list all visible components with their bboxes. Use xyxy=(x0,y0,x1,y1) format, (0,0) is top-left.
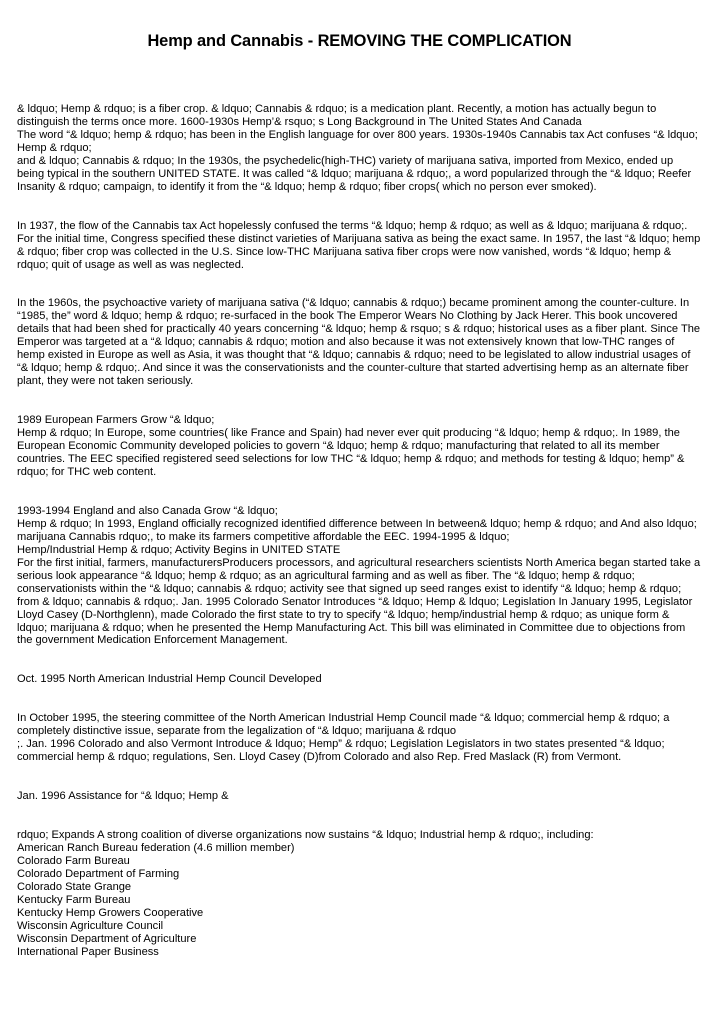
paragraph-1937: In 1937, the flow of the Cannabis tax Act hopelessly confused the terms “& ldquo; hemp & rdquo; as well as & ldquo; marijuana & rdquo;. For the initial time, Congress specified these distinct varieties of Marijuana sativa as being the exact same. In 1957, the last “& ldquo; hemp & rdquo; fiber crop was collected in the U.S. Since low-THC Marijuana sativa fiber crops were now vanished, words “& ldquo; hemp & rdquo; quit of usage as well as was neglected. xyxy=(17,219,701,271)
paragraph-supporters-list: rdquo; Expands A strong coalition of diverse organizations now sustains “& ldquo; Industrial hemp & rdquo;, including: American Ranch Bureau federation (4.6 million member) Colorado Farm Bureau Colorado Department of Farming Colorado State Grange Kentucky Farm Bureau Kentucky Hemp Growers Cooperative Wisconsin Agriculture Council Wisconsin Department of Agriculture International Paper Business xyxy=(17,829,594,958)
document-body xyxy=(17,103,702,959)
paragraph-1989: 1989 European Farmers Grow “& ldquo; Hemp & rdquo; In Europe, some countries( like France and Spain) had never ever quit producing “& ldquo; hemp & rdquo;. In 1989, the European Economic Community developed policies to govern “& ldquo; hemp & rdquo; manufacturing that related to all its member countries. The EEC specified registered seed selections for low THC “& ldquo; hemp & rdquo; and methods for testing & ldquo; hemp” & rdquo; for THC web content. xyxy=(17,414,685,478)
paragraph-intro: & ldquo; Hemp & rdquo; is a fiber crop. & ldquo; Cannabis & rdquo; is a medication plant. Recently, a motion has actually begun to distinguish the terms once more. 1600-1930s Hemp’& rsquo; s Long Background in The United States And Canada The word “& ldquo; hemp & rdquo; has been in the English language for over 800 years. 1930s-1940s Cannabis tax Act confuses “& ldquo; Hemp & rdquo; and & ldquo; Cannabis & rdquo; In the 1930s, the psychedelic(high-THC) variety of marijuana sativa, imported from Mexico, ended up being typical in the southern UNITED STATE. It was called “& ldquo; marijuana & rdquo;, a word popularized through the “& ldquo; Reefer Insanity & rdquo; campaign, to identify it from the “& ldquo; hemp & rdquo; fiber crops( which no person ever smoked). xyxy=(17,103,698,193)
paragraph-heading-oct-1995: Oct. 1995 North American Industrial Hemp Council Developed xyxy=(17,673,322,686)
paragraph-heading-jan-1996: Jan. 1996 Assistance for “& ldquo; Hemp & xyxy=(17,790,229,803)
paragraph-oct-1995: In October 1995, the steering committee of the North American Industrial Hemp Council made “& ldquo; commercial hemp & rdquo; a completely distinctive issue, separate from the legalization of “& ldquo; marijuana & rdquo ;. Jan. 1996 Colorado and also Vermont Introduce & ldquo; Hemp” & rdquo; Legislation Legislators in two states presented “& ldquo; commercial hemp & rdquo; regulations, Sen. Lloyd Casey (D)from Colorado and also Rep. Fred Maslack (R) from Vermont. xyxy=(17,712,670,764)
paragraph-1960s: In the 1960s, the psychoactive variety of marijuana sativa (“& ldquo; cannabis & rdquo;) became prominent among the counter-culture. In “1985, the” word & ldquo; hemp & rdquo; re-surfaced in the book The Emperor Wears No Clothing by Jack Herer. This book uncovered details that had been shed for practically 40 years concerning “& ldquo; hemp & rsquo; s & rdquo; historical uses as a fiber plant. Since The Emperor was targeted at a “& ldquo; cannabis & rdquo; motion and also because it was not extensively known that low-THC ranges of hemp existed in Europe as well as Asia, it was thought that “& ldquo; cannabis & rdquo; need to be legislated to allow industrial usages of “& ldquo; hemp & rdquo;. And since it was the conservationists and the counter-culture that started advertising hemp as an alternate fiber plant, they were not taken seriously. xyxy=(17,297,701,388)
page-title: Hemp and Cannabis - REMOVING THE COMPLICATION xyxy=(147,32,572,50)
paragraph-1993: 1993-1994 England and also Canada Grow “& ldquo; Hemp & rdquo; In 1993, England officially recognized identified difference between In between& ldquo; hemp & rdquo; and And also ldquo; marijuana Cannabis rdquo;, to make its farmers competitive affordable the EEC. 1994-1995 & ldquo; Hemp/Industrial Hemp & rdquo; Activity Begins in UNITED STATE For the first initial, farmers, manufacturersProducers processors, and agricultural researchers scientists North America began started take a serious look appearance “& ldquo; hemp & rdquo; as an agricultural farming and as well as fiber. The “& ldquo; hemp & rdquo; conservationists within the “& ldquo; cannabis & rdquo; activity see that signed up seed ranges exist to identify “& ldquo; hemp & rdquo; from & ldquo; cannabis & rdquo;. Jan. 1995 Colorado Senator Introduces “& ldquo; Hemp & ldquo; Legislation In January 1995, Legislator Lloyd Casey (D-Northglenn), made Colorado the first state to try to specify “& ldquo; hemp/industrial hemp & rdquo; as unique form & ldquo; marijuana & rdquo; when he presented the Hemp Manufacturing Act. This bill was eliminated in Committee due to objections from the government Medication Enforcement Management. xyxy=(17,504,701,647)
